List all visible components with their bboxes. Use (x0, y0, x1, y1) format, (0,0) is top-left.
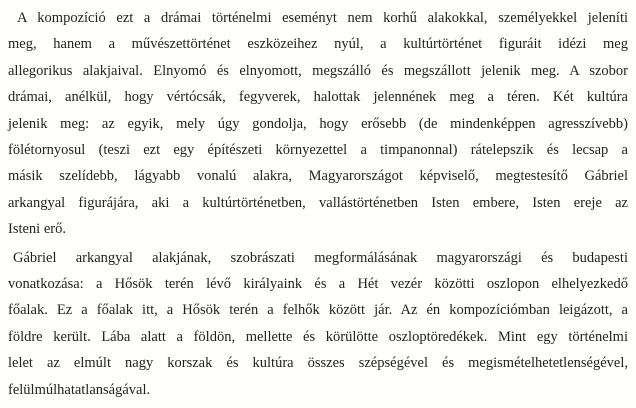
text-line: arkangyal figurájára, aki a kultúrtörténetben, vallástörténetben Isten embere, Isten ereje az (8, 194, 628, 211)
text-line: főalak. Ez a főalak itt, a Hősök terén a felhők között jár. Az én kompozíciómban leigázott, a (8, 302, 628, 319)
text-line: Isteni erő. (8, 221, 66, 238)
text-line: drámai, anélkül, hogy vértócsák, fegyverek, halottak jelennének meg a téren. Két kultúra (8, 89, 628, 106)
text-line: A kompozíció ezt a drámai történelmi eseményt nem korhű alakokkal, személyekkel jeleníti (17, 10, 628, 26)
text-line: Gábriel arkangyal alakjának, szobrászati megformálásának magyarországi és budapesti (13, 249, 628, 266)
text-line: meg, hanem a művészettörténet eszközeihez nyúl, a kultúrtörténet figuráit idézi meg (8, 36, 628, 53)
paragraph (8, 5, 628, 243)
document-text-body (8, 5, 628, 403)
text-line: fölétornyosul (teszi ezt egy építészeti környezettel a timpanonnal) rátelepszik és lecsap a (8, 142, 628, 159)
text-line: jelenik meg: az egyik, mely úgy gondolja, hogy erősebb (de mindenképpen agresszívebb) (8, 115, 628, 132)
text-line: lelet az elmúlt nagy korszak és kultúra összes szépségével és megismételhetetlenségével, (8, 355, 628, 372)
text-line: földre került. Lába alatt a földön, mellette és körülötte oszloptöredékek. Mint egy történelmi (8, 328, 628, 345)
text-line: allegorikus alakjaival. Elnyomó és elnyomott, megszálló és megszállott jelenik meg. A szobor (8, 62, 628, 79)
paragraph (8, 245, 628, 403)
text-line: felülmúlhatatlanságával. (8, 381, 151, 398)
text-line: vonatkozása: a Hősök terén lévő királyaink és a Hét vezér közötti oszlopon elhelyezkedő (8, 276, 628, 293)
text-line: másik szelídebb, lágyabb vonalú alakra, Magyarországot képviselő, megtestesítő Gábriel (8, 168, 628, 185)
